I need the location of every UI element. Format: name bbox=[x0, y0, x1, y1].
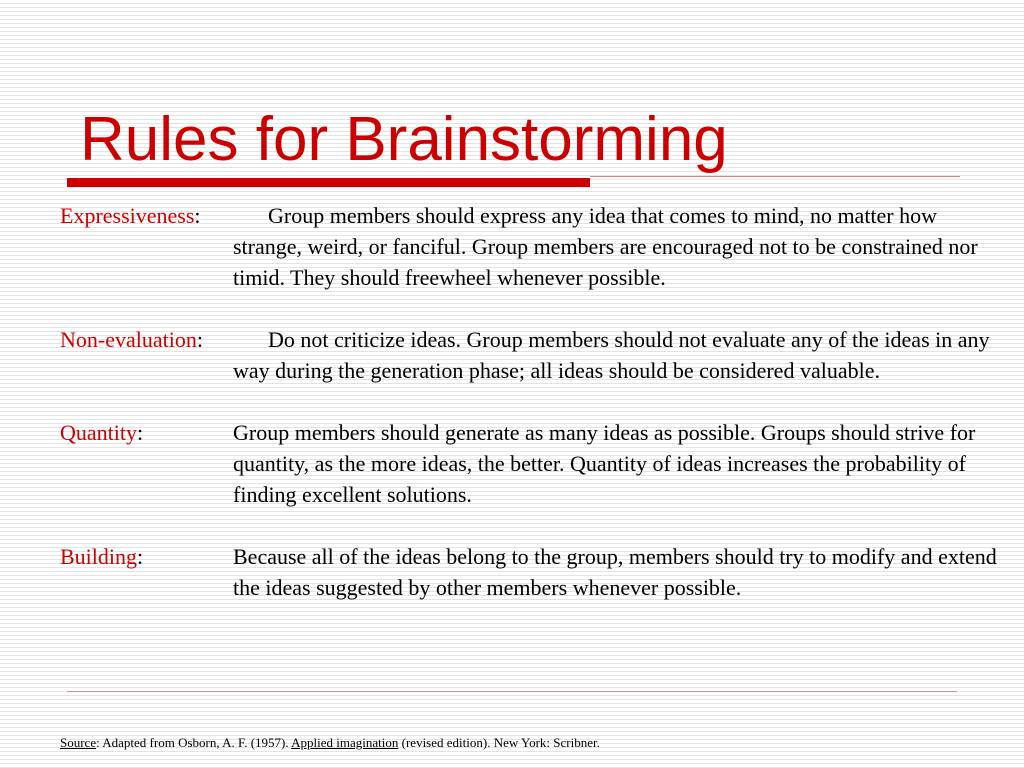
rules-list bbox=[60, 200, 1000, 634]
rule-description: Do not criticize ideas. Group members should not evaluate any of the ideas in any way during the generation phase; all ideas should be considered valuable. bbox=[233, 327, 990, 383]
rule-non-evaluation bbox=[60, 324, 1000, 386]
source-pre: Adapted from Osborn, A. F. (1957). bbox=[102, 735, 292, 750]
rule-quantity bbox=[60, 417, 1000, 510]
source-post: (revised edition). New York: Scribner. bbox=[398, 735, 600, 750]
source-label: Source bbox=[60, 735, 97, 750]
rule-term: Building bbox=[60, 544, 138, 569]
source-sep: : bbox=[96, 735, 103, 750]
rule-colon: : bbox=[194, 203, 201, 228]
rule-term: Non-evaluation bbox=[60, 327, 197, 352]
rule-term: Quantity bbox=[60, 420, 137, 445]
rule-colon: : bbox=[196, 327, 203, 352]
title-underline-bar bbox=[67, 178, 590, 187]
rule-building bbox=[60, 541, 1000, 603]
source-book-title: Applied imagination bbox=[291, 735, 399, 750]
source-citation bbox=[60, 735, 600, 751]
rule-description: Group members should express any idea that comes to mind, no matter how strange, weird, or fanciful. Group members are encouraged not to be constrained nor timid. They should freewheel whenever possible. bbox=[233, 203, 978, 290]
footer-rule bbox=[67, 691, 957, 692]
rule-description: Because all of the ideas belong to the group, members should try to modify and extend the ideas suggested by other members whenever possible. bbox=[233, 544, 997, 600]
slide-title: Rules for Brainstorming bbox=[80, 105, 728, 174]
title-underline-rule bbox=[590, 176, 960, 177]
rule-colon: : bbox=[137, 420, 144, 445]
rule-description: Group members should generate as many ideas as possible. Groups should strive for quantity, as the more ideas, the better. Quantity of ideas increases the probability of finding excellent solutions. bbox=[233, 420, 976, 507]
rule-colon: : bbox=[137, 544, 144, 569]
rule-expressiveness bbox=[60, 200, 1000, 293]
rule-term: Expressiveness bbox=[60, 203, 195, 228]
